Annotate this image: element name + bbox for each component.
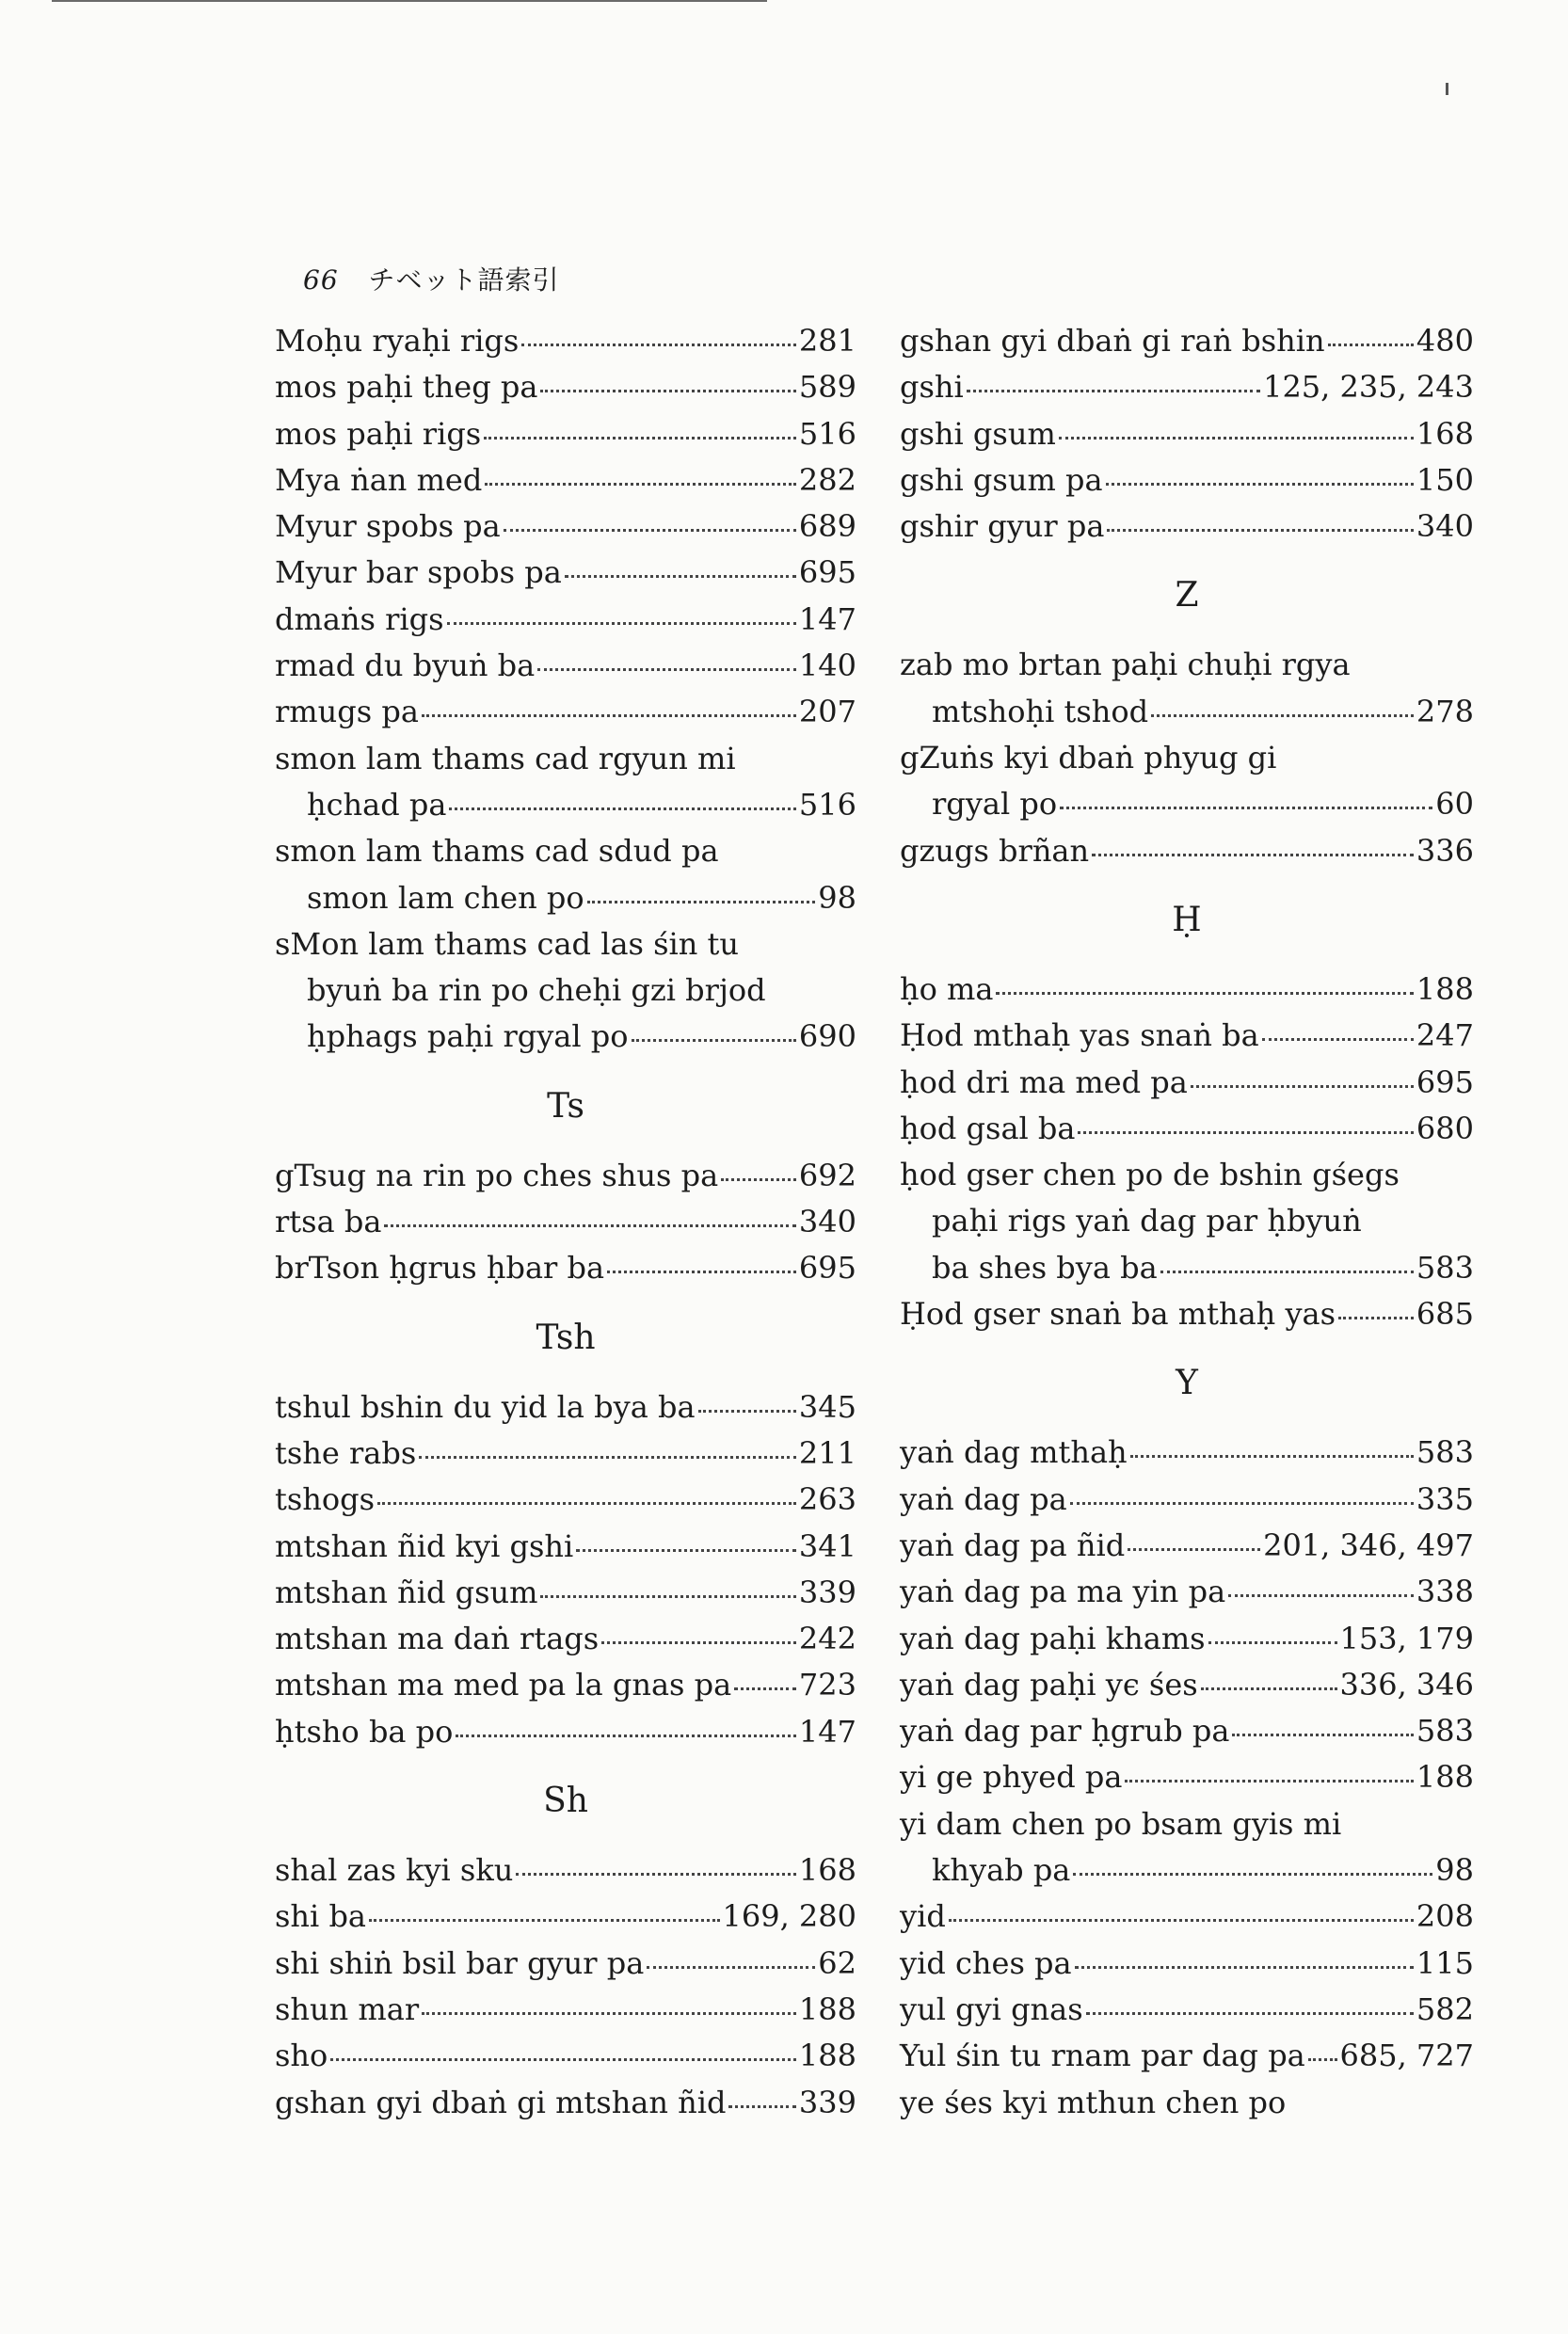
- entry-term: Moḥu ryaḥi rigs: [275, 323, 520, 359]
- dot-leader: [1208, 1616, 1337, 1662]
- index-entry: [900, 1754, 1474, 1800]
- index-entry: [275, 689, 856, 735]
- index-entry: [900, 318, 1474, 364]
- index-entry: [900, 689, 1474, 735]
- entry-term: dmaṅs rigs: [275, 600, 444, 637]
- index-entry: [275, 782, 856, 828]
- entry-term: yid: [900, 1898, 946, 1935]
- dot-leader: [996, 967, 1413, 1013]
- dot-leader: [1107, 504, 1414, 550]
- dot-leader: [484, 411, 796, 457]
- dot-leader: [540, 1570, 795, 1616]
- entry-pages: 690: [798, 1018, 856, 1055]
- entry-term: yaṅ dag pa: [900, 1480, 1067, 1517]
- entry-term: Myur spobs pa: [275, 508, 501, 545]
- entry-term: paḥi rigs yaṅ dag par ḥbyuṅ: [932, 1203, 1362, 1239]
- dot-leader: [1201, 1662, 1337, 1708]
- entry-pages: 207: [798, 694, 856, 730]
- entry-pages: 335: [1416, 1480, 1474, 1517]
- entry-term: tshogs: [275, 1481, 376, 1518]
- dot-leader: [1160, 1245, 1414, 1291]
- entry-term: shi shiṅ bsil bar gyur pa: [275, 1944, 645, 1981]
- entry-term: zab mo brtan paḥi chuḥi rgya: [900, 647, 1351, 683]
- running-title: チベット語索引: [368, 264, 560, 296]
- dot-leader: [521, 318, 796, 364]
- entry-pages: 168: [798, 1852, 856, 1889]
- dot-leader: [1128, 1523, 1260, 1569]
- entry-pages: 147: [798, 1713, 856, 1750]
- index-entry: [275, 1847, 856, 1894]
- section-heading: Tsh: [536, 1318, 596, 1357]
- entry-pages: 336, 346: [1339, 1666, 1474, 1703]
- dot-leader: [1078, 1106, 1413, 1152]
- entry-term: ḥo ma: [900, 970, 994, 1007]
- entry-pages: 480: [1416, 323, 1474, 359]
- index-entry: [900, 735, 1474, 781]
- section-heading: Sh: [543, 1782, 588, 1821]
- entry-pages: 680: [1416, 1110, 1474, 1146]
- index-entry: [900, 1430, 1474, 1476]
- index-entry: [900, 828, 1474, 874]
- entry-pages: 583: [1416, 1434, 1474, 1471]
- entry-term: yi dam chen po bsam gyis mi: [900, 1805, 1342, 1842]
- page-header: [303, 260, 560, 297]
- index-entry: [900, 504, 1474, 550]
- index-entry: [275, 364, 856, 410]
- index-entry: [900, 2080, 1474, 2126]
- entry-term: yaṅ dag mthaḥ: [900, 1434, 1128, 1471]
- index-entry: [275, 967, 856, 1014]
- index-column-left: [275, 318, 856, 2126]
- entry-term: ba shes bya ba: [932, 1249, 1158, 1286]
- entry-term: gshi gsum: [900, 415, 1056, 452]
- index-entry: [275, 2033, 856, 2079]
- index-entry: [900, 1662, 1474, 1708]
- dot-leader: [1232, 1708, 1414, 1754]
- dot-leader: [384, 1199, 796, 1245]
- entry-pages: 188: [1416, 970, 1474, 1007]
- dot-leader: [647, 1941, 815, 1987]
- index-entry: [900, 457, 1474, 504]
- index-entry: [275, 411, 856, 457]
- entry-term: rtsa ba: [275, 1204, 382, 1240]
- index-entry: [275, 1014, 856, 1060]
- dot-leader: [1106, 457, 1414, 504]
- entry-pages: 247: [1416, 1017, 1474, 1054]
- dot-leader: [369, 1894, 720, 1940]
- entry-pages: 339: [798, 1574, 856, 1610]
- dot-leader: [377, 1477, 796, 1523]
- index-entry: [275, 1662, 856, 1708]
- index-entry: [275, 1477, 856, 1523]
- entry-term: mtshan ñid kyi gshi: [275, 1527, 574, 1564]
- entry-term: ḥod gser chen po de bshin gśegs: [900, 1157, 1400, 1193]
- dot-leader: [504, 504, 796, 550]
- dot-leader: [1125, 1754, 1414, 1800]
- index-entry: [275, 921, 856, 967]
- index-entry: [275, 1245, 856, 1291]
- index-entry: [900, 1106, 1474, 1152]
- index-entry: [900, 1291, 1474, 1337]
- entry-pages: 188: [1416, 1759, 1474, 1796]
- index-entry: [275, 457, 856, 504]
- index-entry: [275, 2080, 856, 2126]
- entry-pages: 692: [798, 1157, 856, 1193]
- entry-term: yul gyi gnas: [900, 1990, 1083, 2027]
- dot-leader: [422, 1987, 796, 2033]
- index-entry: [900, 1198, 1474, 1244]
- dot-leader: [449, 782, 795, 828]
- entry-pages: 168: [1416, 415, 1474, 452]
- index-entry: [900, 411, 1474, 457]
- dot-leader: [734, 1662, 796, 1708]
- entry-pages: 689: [798, 508, 856, 545]
- entry-term: Ḥod mthaḥ yas snaṅ ba: [900, 1017, 1259, 1054]
- entry-term: yaṅ dag pa ma yin pa: [900, 1574, 1226, 1610]
- index-entry: [275, 1384, 856, 1431]
- entry-pages: 282: [798, 461, 856, 498]
- index-entry: [275, 1616, 856, 1662]
- entry-pages: 242: [798, 1621, 856, 1657]
- index-entry: [900, 1894, 1474, 1940]
- dot-leader: [1151, 689, 1414, 735]
- entry-term: smon lam thams cad rgyun mi: [275, 740, 736, 776]
- entry-pages: 98: [1435, 1852, 1474, 1889]
- index-entry: [900, 1523, 1474, 1569]
- dot-leader: [1060, 781, 1432, 827]
- index-entry: [900, 1801, 1474, 1847]
- entry-term: ḥphags paḥi rgyal po: [307, 1018, 629, 1055]
- index-entry: [900, 1569, 1474, 1615]
- index-entry: [900, 1152, 1474, 1198]
- entry-pages: 208: [1416, 1898, 1474, 1935]
- entry-pages: 341: [798, 1527, 856, 1564]
- entry-term: gshir gyur pa: [900, 508, 1105, 545]
- entry-term: rmad du byuṅ ba: [275, 647, 536, 684]
- dot-leader: [485, 457, 796, 504]
- entry-term: yi ge phyed pa: [900, 1759, 1123, 1796]
- section-heading: Ts: [547, 1086, 584, 1126]
- dot-leader: [330, 2033, 796, 2079]
- index-entry: [275, 1987, 856, 2033]
- entry-term: ḥtsho ba po: [275, 1713, 454, 1750]
- section-heading: Z: [1175, 576, 1199, 615]
- entry-pages: 211: [798, 1434, 856, 1471]
- entry-pages: 338: [1416, 1574, 1474, 1610]
- dot-leader: [721, 1153, 796, 1199]
- index-column-right: [900, 318, 1474, 2126]
- entry-pages: 695: [798, 554, 856, 591]
- entry-term: shal zas kyi sku: [275, 1852, 514, 1889]
- index-entry: [900, 1060, 1474, 1106]
- index-entry: [900, 967, 1474, 1013]
- entry-pages: 281: [798, 323, 856, 359]
- index-entry: [275, 504, 856, 550]
- entry-pages: 188: [798, 1990, 856, 2027]
- entry-pages: 278: [1416, 693, 1474, 729]
- entry-term: smon lam chen po: [307, 879, 584, 916]
- entry-pages: 685: [1416, 1296, 1474, 1333]
- index-entry: [275, 736, 856, 782]
- dot-leader: [632, 1014, 796, 1060]
- entry-term: byuṅ ba rin po cheḥi gzi brjod: [307, 972, 766, 1009]
- entry-pages: 589: [798, 369, 856, 406]
- entry-pages: 125, 235, 243: [1263, 369, 1474, 406]
- index-entry: [900, 1013, 1474, 1059]
- dot-leader: [537, 643, 796, 689]
- dot-leader: [698, 1384, 796, 1431]
- entry-term: tshe rabs: [275, 1434, 417, 1471]
- entry-term: Ḥod gser snaṅ ba mthaḥ yas: [900, 1296, 1336, 1333]
- scan-edge-line: [52, 0, 767, 2]
- entry-pages: 723: [798, 1667, 856, 1703]
- dot-leader: [1228, 1569, 1414, 1615]
- entry-pages: 150: [1416, 461, 1474, 498]
- entry-term: mtshan ma med pa la gnas pa: [275, 1667, 732, 1703]
- entry-term: sho: [275, 2038, 328, 2074]
- index-entry: [275, 550, 856, 596]
- dot-leader: [1191, 1060, 1414, 1106]
- index-entry: [900, 781, 1474, 827]
- entry-term: sMon lam thams cad las śin tu: [275, 925, 740, 962]
- dot-leader: [1130, 1430, 1414, 1476]
- entry-pages: 263: [798, 1481, 856, 1518]
- index-entry: [900, 2033, 1474, 2079]
- dot-leader: [1262, 1013, 1414, 1059]
- entry-term: tshul bshin du yid la bya ba: [275, 1388, 696, 1425]
- dot-leader: [1086, 1987, 1414, 2033]
- entry-term: ḥchad pa: [307, 786, 447, 823]
- dot-leader: [1073, 1847, 1432, 1894]
- entry-pages: 153, 179: [1339, 1620, 1474, 1656]
- section-heading: Ḥ: [1172, 900, 1202, 939]
- index-entry: [275, 643, 856, 689]
- entry-term: ḥod dri ma med pa: [900, 1063, 1188, 1100]
- entry-pages: 98: [818, 879, 856, 916]
- dot-leader: [1308, 2033, 1337, 2079]
- dot-leader: [967, 364, 1260, 410]
- entry-term: smon lam thams cad sdud pa: [275, 833, 719, 870]
- entry-pages: 685, 727: [1339, 2038, 1474, 2074]
- entry-term: brTson ḥgrus ḥbar ba: [275, 1250, 605, 1287]
- index-entry: [900, 1847, 1474, 1894]
- entry-term: mos paḥi theg pa: [275, 369, 538, 406]
- entry-pages: 340: [1416, 508, 1474, 545]
- dot-leader: [540, 364, 796, 410]
- dot-leader: [607, 1245, 796, 1291]
- entry-term: yaṅ dag par ḥgrub pa: [900, 1713, 1230, 1750]
- entry-pages: 147: [798, 600, 856, 637]
- entry-pages: 62: [818, 1944, 856, 1981]
- entry-term: yaṅ dag pa ñid: [900, 1527, 1126, 1563]
- entry-pages: 345: [798, 1388, 856, 1425]
- entry-term: gshan gyi dbaṅ gi mtshan ñid: [275, 2084, 727, 2120]
- dot-leader: [1059, 411, 1414, 457]
- dot-leader: [601, 1616, 796, 1662]
- entry-pages: 188: [798, 2038, 856, 2074]
- index-entry: [275, 1941, 856, 1987]
- entry-term: mtshan ñid gsum: [275, 1574, 538, 1610]
- index-entry: [900, 1245, 1474, 1291]
- index-entry: [275, 875, 856, 921]
- entry-pages: 583: [1416, 1713, 1474, 1750]
- entry-pages: 516: [798, 415, 856, 452]
- dot-leader: [1328, 318, 1414, 364]
- dot-leader: [949, 1894, 1414, 1940]
- entry-term: rmugs pa: [275, 694, 419, 730]
- scan-mark: [1446, 83, 1448, 95]
- entry-pages: 336: [1416, 832, 1474, 869]
- index-entry: [275, 1199, 856, 1245]
- entry-term: khyab pa: [932, 1852, 1071, 1889]
- entry-term: mtshoḥi tshod: [932, 693, 1149, 729]
- index-entry: [275, 1524, 856, 1570]
- index-entry: [900, 1987, 1474, 2033]
- index-entry: [275, 597, 856, 643]
- entry-pages: 695: [798, 1250, 856, 1287]
- entry-term: gshan gyi dbaṅ gi raṅ bshin: [900, 323, 1325, 359]
- index-entry: [275, 1153, 856, 1199]
- entry-term: mtshan ma daṅ rtags: [275, 1621, 600, 1657]
- index-entry: [275, 1431, 856, 1477]
- entry-pages: 201, 346, 497: [1263, 1527, 1474, 1563]
- index-entry: [275, 1570, 856, 1616]
- dot-leader: [1338, 1291, 1414, 1337]
- entry-term: shi ba: [275, 1898, 366, 1935]
- dot-leader: [422, 689, 796, 735]
- dot-leader: [1075, 1941, 1414, 1987]
- dot-leader: [1070, 1477, 1414, 1523]
- entry-pages: 339: [798, 2084, 856, 2120]
- entry-term: Mya ṅan med: [275, 461, 483, 498]
- dot-leader: [456, 1709, 796, 1755]
- index-entry: [900, 1941, 1474, 1987]
- index-entry: [900, 1477, 1474, 1523]
- entry-pages: 140: [798, 647, 856, 684]
- dot-leader: [419, 1431, 796, 1477]
- entry-term: Myur bar spobs pa: [275, 554, 562, 591]
- entry-term: mos paḥi rigs: [275, 415, 482, 452]
- dot-leader: [516, 1847, 796, 1894]
- entry-term: ye śes kyi mthun chen po: [900, 2084, 1287, 2120]
- entry-term: rgyal po: [932, 786, 1058, 823]
- entry-term: yid ches pa: [900, 1944, 1072, 1981]
- page-number: 66: [303, 264, 339, 296]
- index-entry: [275, 828, 856, 874]
- entry-pages: 115: [1416, 1944, 1474, 1981]
- index-entry: [275, 318, 856, 364]
- entry-term: yaṅ dag paḥi khams: [900, 1620, 1206, 1656]
- entry-pages: 695: [1416, 1063, 1474, 1100]
- index-entry: [900, 642, 1474, 688]
- entry-pages: 60: [1435, 786, 1474, 823]
- entry-pages: 582: [1416, 1990, 1474, 2027]
- entry-term: gZuṅs kyi dbaṅ phyug gi: [900, 740, 1277, 776]
- dot-leader: [447, 597, 796, 643]
- entry-term: ḥod gsal ba: [900, 1110, 1076, 1146]
- dot-leader: [728, 2080, 795, 2126]
- entry-pages: 516: [798, 786, 856, 823]
- entry-term: gshi: [900, 369, 964, 406]
- index-entry: [900, 1616, 1474, 1662]
- entry-term: gTsug na rin po ches shus pa: [275, 1157, 719, 1193]
- dot-leader: [1092, 828, 1414, 874]
- entry-pages: 340: [798, 1204, 856, 1240]
- index-entry: [275, 1709, 856, 1755]
- entry-term: yaṅ dag paḥi yє śes: [900, 1666, 1198, 1703]
- entry-pages: 583: [1416, 1249, 1474, 1286]
- dot-leader: [587, 875, 816, 921]
- index-entry: [900, 1708, 1474, 1754]
- entry-term: Yul śin tu rnam par dag pa: [900, 2038, 1305, 2074]
- entry-term: gshi gsum pa: [900, 461, 1103, 498]
- dot-leader: [565, 550, 796, 596]
- index-entry: [900, 364, 1474, 410]
- entry-term: shun mar: [275, 1990, 420, 2027]
- entry-pages: 169, 280: [722, 1898, 856, 1935]
- dot-leader: [576, 1524, 796, 1570]
- section-heading: Y: [1176, 1364, 1198, 1403]
- index-entry: [275, 1894, 856, 1940]
- entry-term: gzugs brñan: [900, 832, 1090, 869]
